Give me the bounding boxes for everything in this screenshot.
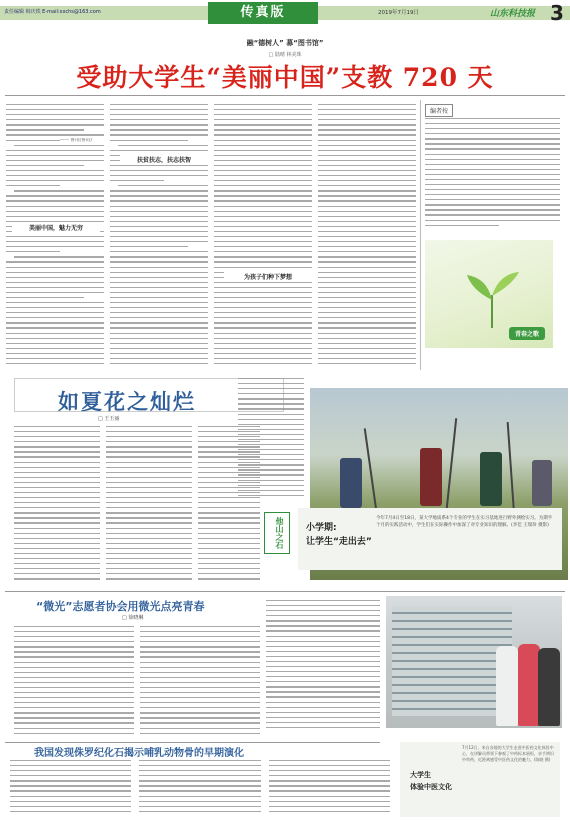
article3-column-1 (14, 626, 134, 738)
issue-date: 2019年7月19日 (378, 10, 419, 16)
editor-note-title: 编者按 (425, 104, 453, 117)
lead-byline: □ 陆晴 林美珠 (268, 52, 302, 58)
photo-caption-title-2: 让学生“走出去” (306, 537, 372, 547)
article3-column-2 (140, 626, 260, 738)
article4-text (10, 760, 390, 818)
lead-subhead-1: 美丽中国，魅力无穷 (12, 223, 100, 232)
lead-kicker: 融“德树人” 募“图书馆” (246, 39, 324, 47)
section-tab: 传真版 (208, 2, 318, 24)
article2-column-top (238, 378, 304, 504)
lead-column-2 (110, 104, 208, 374)
lead-headline: 受助大学生“美丽中国”支教 720 天 (76, 63, 494, 92)
header-editor-info: 责任编辑 韩庆铁 E-mail:xxchs@163.com (4, 9, 101, 15)
divider (5, 591, 565, 592)
photo4-title-1: 大学生 (410, 771, 431, 779)
article2-author: □ 王玉丽 (98, 416, 120, 422)
column-stamp: 他山之石 (264, 512, 290, 554)
lead-column-3 (214, 104, 312, 374)
article3-title: “微光”志愿者协会用微光点亮青春 (36, 600, 205, 613)
tcm-museum-photo (386, 596, 562, 728)
column-divider (420, 100, 421, 370)
divider (5, 95, 565, 96)
photo4-caption-text: 7月12日，来自各地的大学生走进中医药文化体验中心，在讲解员带领下参观了中药标本展柜，亲手辨识中草药，近距离感受中医药文化的魅力。(陈晓 摄) (462, 745, 554, 763)
specimen-shelf (392, 606, 512, 716)
article2-column-2 (106, 426, 192, 586)
column-badge: 青春之歌 (509, 327, 545, 340)
newspaper-logo: 山东科技报 (490, 9, 536, 19)
divider (5, 742, 380, 743)
article4-title: 我国发现侏罗纪化石揭示哺乳动物骨的早期演化 (34, 748, 244, 759)
page-number: 3 (550, 1, 564, 25)
sprout-icon (457, 270, 527, 330)
article3-column-3 (266, 600, 380, 738)
page-header (0, 0, 570, 27)
photo-caption-title-1: 小学期: (306, 523, 337, 533)
photo4-title-2: 体验中医文化 (410, 783, 452, 791)
editor-note-text (425, 118, 560, 233)
article2-title: 如夏花之灿烂 (58, 389, 196, 414)
lead-column-4 (318, 104, 416, 374)
lead-column-1 (6, 104, 104, 374)
lead-subhead-2: 扶贫扶志，扶志扶智 (120, 155, 208, 164)
intro-quote: —— 鲁讯(鲁讯) (60, 138, 92, 143)
lead-subhead-3: 为孩子们种下梦想 (224, 272, 312, 281)
photo-caption-text: 今年7月4日至18日，某大学地质系4个专业的学生在实习基地进行野外测绘实习。为期半个月的实践活动中，学生们在实际操作中加深了对专业知识的理解。(李佳 王瑞珍 摄影) (376, 516, 553, 528)
article3-author: □ 徐晓琳 (122, 615, 144, 621)
article2-column-1 (14, 426, 100, 586)
section-illustration (425, 240, 553, 348)
